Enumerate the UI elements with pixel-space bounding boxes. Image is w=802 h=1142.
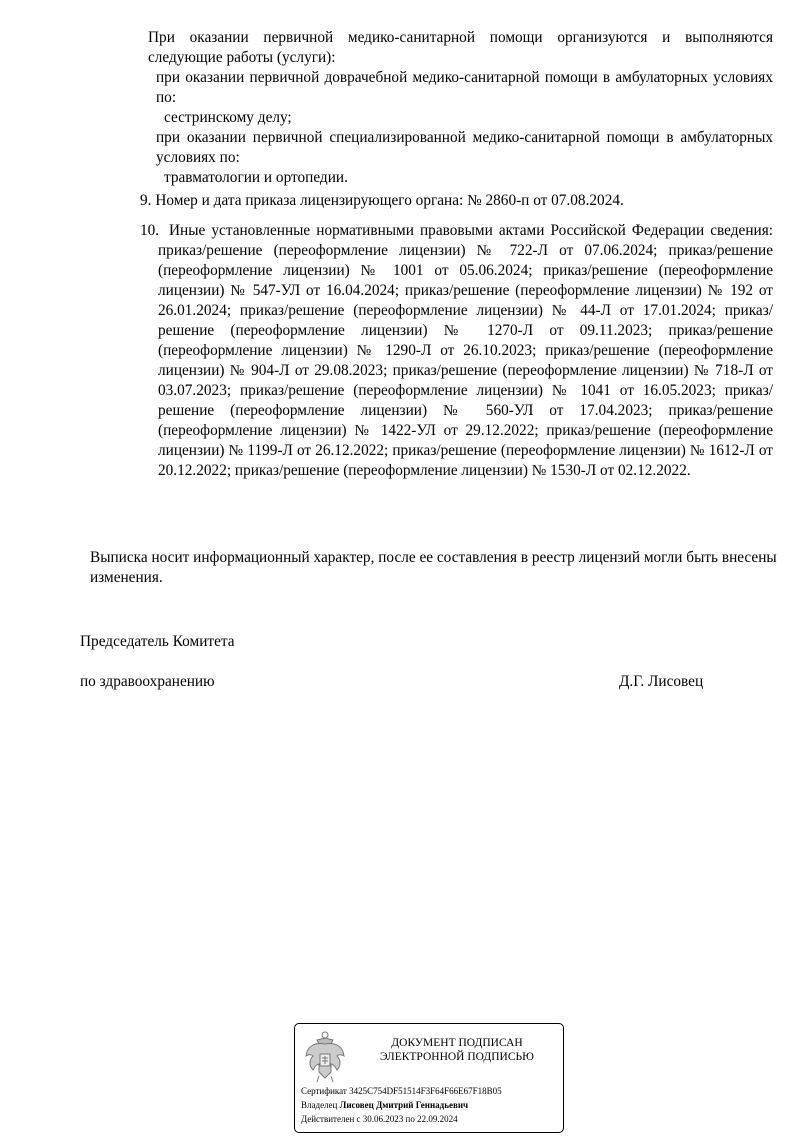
esig-certificate: Сертификат 3425C754DF51514F3F64F66E67F18B05: [301, 1086, 502, 1096]
services-group-heading: при оказании первичной доврачебной медико-санитарной помощи в амбулаторных условиях по:: [156, 69, 773, 106]
services-group-item: травматологии и ортопедии.: [164, 169, 348, 186]
esig-owner: Владелец Лисовец Дмитрий Геннадьевич: [301, 1100, 469, 1110]
signatory-name: Д.Г. Лисовец: [619, 673, 704, 690]
item-9-number: 9.: [140, 192, 152, 209]
item-10-text: Иные установленные нормативными правовыми актами Российской Федерации сведения: приказ/решение (переоформление лицензии) № 722-Л от 07.06.2024; приказ/решение (переоформление лицензии) № 1001 от 05.06.2024; приказ/решение (переоформление лицензии) № 547-УЛ от 16.04.2024; приказ/решение (переоформление лицензии) № 192 от 26.01.2024; приказ/решение (переоформление лицензии) № 44-Л от 17.01.2024; приказ/решение (переоформление лицензии) № 1270-Л от 09.11.2023; приказ/решение (переоформление лицензии) № 1290-Л от 26.10.2023; приказ/решение (переоформление лицензии) № 904-Л от 29.08.2023; приказ/решение (переоформление лицензии) № 718-Л от 03.07.2023; приказ/решение (переоформление лицензии) № 1041 от 16.05.2023; приказ/решение (переоформление лицензии) № 560-УЛ от 17.04.2023; приказ/решение (переоформление лицензии) № 1422-УЛ от 29.12.2022; приказ/решение (переоформление лицензии) № 1199-Л от 26.12.2022; приказ/решение (переоформление лицензии) № 1612-Л от 20.12.2022; приказ/решение (переоформление лицензии) № 1530-Л от 02.12.2022.: [158, 222, 773, 479]
services-group-heading: при оказании первичной специализированной медико-санитарной помощи в амбулаторных условиях по:: [156, 129, 773, 166]
electronic-signature-stamp: [294, 1023, 564, 1133]
signatory-position-line1: Председатель Комитета: [80, 633, 235, 650]
russian-coat-of-arms-icon: [303, 1030, 347, 1084]
item-9-text: Номер и дата приказа лицензирующего органа: № 2860-п от 07.08.2024.: [155, 192, 624, 209]
item-10-number: 10.: [140, 222, 160, 239]
signatory-position-line2: по здравоохранению: [80, 673, 215, 690]
item-10: [140, 221, 773, 481]
esig-validity: Действителен с 30.06.2023 по 22.09.2024: [301, 1114, 458, 1124]
services-group-item: сестринскому делу;: [164, 109, 292, 126]
esig-details: [301, 1084, 502, 1126]
services-intro: При оказании первичной медико-санитарной помощи организуются и выполняются следующие работы (услуги):: [148, 29, 773, 66]
item-9: [140, 191, 775, 211]
services-section: [148, 28, 773, 188]
esig-title: ДОКУМЕНТ ПОДПИСАН ЭЛЕКТРОННОЙ ПОДПИСЬЮ: [380, 1037, 534, 1063]
info-notice: Выписка носит информационный характер, после ее составления в реестр лицензий могли быть внесены изменения.: [90, 549, 777, 586]
